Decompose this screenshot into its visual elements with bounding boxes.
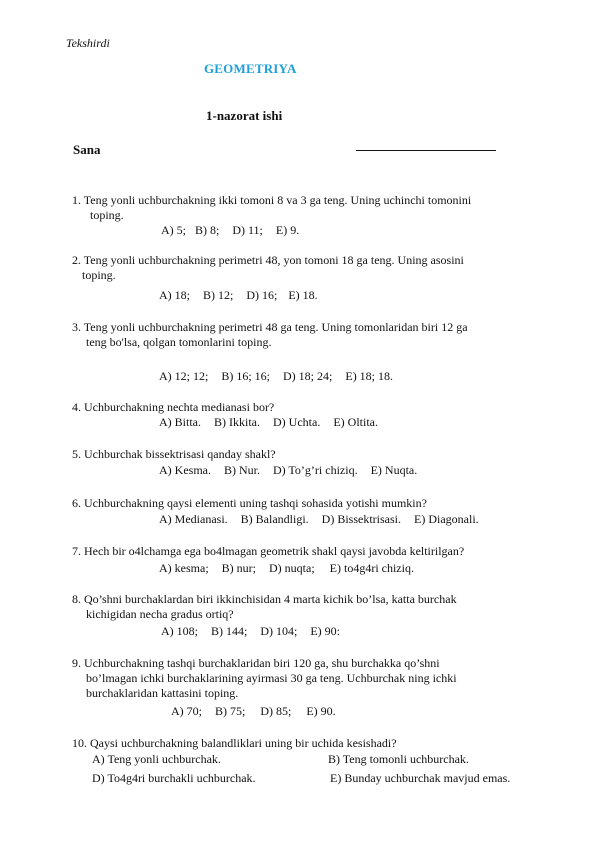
- answer-options: [161, 223, 305, 238]
- option-b[interactable]: B) 8;: [195, 223, 220, 237]
- option-d[interactable]: D) Bissektrisasi.: [321, 512, 401, 526]
- option-a[interactable]: A) 70;: [171, 704, 202, 718]
- option-b[interactable]: B) nur;: [221, 561, 256, 575]
- question-text-line: 1. Teng yonli uchburchakning ikki tomoni 8 va 3 ga teng. Uning uchinchi tomonini: [72, 193, 472, 207]
- option-d[interactable]: D) 18; 24;: [283, 369, 333, 383]
- question-text-line: 4. Uchburchakning nechta medianasi bor?: [72, 400, 275, 414]
- question-text-line: kichigidan necha gradus ortiq?: [86, 607, 234, 621]
- question-text-line: bo’lmagan ichki burchaklarining ayirmasi 30 ga teng. Uchburchak ning ichki: [86, 671, 457, 685]
- option-b[interactable]: B) 144;: [211, 624, 248, 638]
- option-e[interactable]: E) Bunday uchburchak mavjud emas.: [330, 771, 511, 785]
- option-b[interactable]: B) 75;: [215, 704, 246, 718]
- answer-options: [161, 624, 346, 639]
- answer-options: [159, 288, 324, 303]
- question-text-line: 7. Hech bir o4lchamga ega bo4lmagan geometrik shakl qaysi javobda keltirilgan?: [72, 544, 465, 558]
- question-text-line: 5. Uchburchak bissektrisasi qanday shakl?: [72, 447, 276, 461]
- option-e[interactable]: E) 90:: [310, 624, 341, 638]
- date-label: Sana: [73, 142, 101, 157]
- question-text-line: burchaklaridan kattasini toping.: [86, 686, 239, 700]
- question-8: [72, 592, 552, 622]
- option-a[interactable]: A) 12; 12;: [159, 369, 209, 383]
- option-b[interactable]: B) Teng tomonli uchburchak.: [328, 752, 469, 766]
- option-d[interactable]: D) 11;: [232, 223, 263, 237]
- option-a[interactable]: A) Teng yonli uchburchak.: [92, 752, 221, 766]
- question-9: [72, 656, 552, 701]
- question-text-line: 6. Uchburchakning qaysi elementi uning tashqi sohasida yotishi mumkin?: [72, 496, 427, 510]
- question-3: [72, 320, 552, 350]
- question-text-line: toping.: [90, 208, 124, 222]
- option-d[interactable]: D) 16;: [246, 288, 278, 302]
- answer-options: [171, 704, 342, 719]
- checked-stamp: Tekshirdi: [66, 36, 110, 50]
- option-a[interactable]: A) 5;: [161, 223, 186, 237]
- option-e[interactable]: E) 9.: [275, 223, 300, 237]
- option-e[interactable]: E) Diagonali.: [414, 512, 479, 526]
- option-d[interactable]: D) 104;: [260, 624, 298, 638]
- option-a[interactable]: A) kesma;: [159, 561, 209, 575]
- question-text-line: 10. Qaysi uchburchakning balandliklari uning bir uchida kesishadi?: [72, 736, 397, 750]
- option-a[interactable]: A) Medianasi.: [159, 512, 228, 526]
- option-d[interactable]: D) Uchta.: [273, 415, 321, 429]
- date-blank-line: [356, 150, 496, 151]
- question-text-line: 8. Qo’shni burchaklardan biri ikkinchisidan 4 marta kichik bo’lsa, katta burchak: [72, 592, 457, 606]
- question-1: [72, 193, 552, 223]
- option-e[interactable]: E) Nuqta.: [370, 463, 418, 477]
- answer-options: [159, 463, 423, 478]
- question-2: [72, 253, 552, 283]
- question-7: [72, 544, 552, 559]
- option-b[interactable]: B) Ikkita.: [214, 415, 260, 429]
- option-e[interactable]: E) to4g4ri chiziq.: [329, 561, 414, 575]
- question-5: [72, 447, 552, 462]
- answer-options: [159, 415, 384, 430]
- test-subtitle: 1-nazorat ishi: [206, 108, 283, 123]
- option-d[interactable]: D) nuqta;: [269, 561, 315, 575]
- answer-options: [159, 561, 420, 576]
- question-text-line: 9. Uchburchakning tashqi burchaklaridan biri 120 ga, shu burchakka qo’shni: [72, 656, 440, 670]
- option-b[interactable]: B) 16; 16;: [221, 369, 271, 383]
- option-a[interactable]: A) 108;: [161, 624, 198, 638]
- option-d[interactable]: D) 85;: [260, 704, 292, 718]
- answer-options: [159, 369, 399, 384]
- question-text-line: toping.: [82, 268, 116, 282]
- option-e[interactable]: E) 18.: [288, 288, 318, 302]
- question-text-line: 3. Teng yonli uchburchakning perimetri 48 ga teng. Uning tomonlaridan biri 12 ga: [72, 320, 468, 334]
- question-10: [72, 736, 552, 751]
- page-title: GEOMETRIYA: [204, 61, 297, 76]
- answer-options: [159, 512, 485, 527]
- question-text-line: 2. Teng yonli uchburchakning perimetri 48, yon tomoni 18 ga teng. Uning asosini: [72, 253, 464, 267]
- option-d[interactable]: D) To’g’ri chiziq.: [272, 463, 358, 477]
- option-e[interactable]: E) 90.: [306, 704, 336, 718]
- option-b[interactable]: B) 12;: [203, 288, 234, 302]
- option-e[interactable]: E) Oltita.: [333, 415, 378, 429]
- option-b[interactable]: B) Nur.: [223, 463, 260, 477]
- option-e[interactable]: E) 18; 18.: [345, 369, 394, 383]
- option-b[interactable]: B) Balandligi.: [240, 512, 309, 526]
- question-6: [72, 496, 552, 511]
- option-d[interactable]: D) To4g4ri burchakli uchburchak.: [92, 771, 256, 785]
- option-a[interactable]: A) 18;: [159, 288, 190, 302]
- option-a[interactable]: A) Kesma.: [159, 463, 211, 477]
- option-a[interactable]: A) Bitta.: [159, 415, 201, 429]
- question-4: [72, 400, 552, 415]
- question-text-line: teng bo'lsa, qolgan tomonlarini toping.: [86, 335, 272, 349]
